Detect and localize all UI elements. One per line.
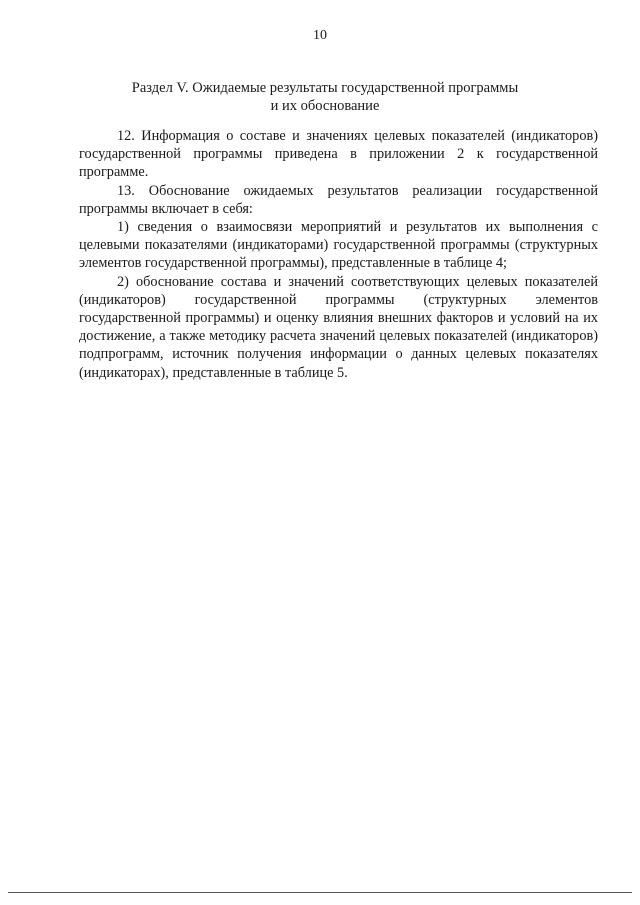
section-title-line-1: Раздел V. Ожидаемые результаты государственной программы [131, 80, 519, 96]
section-title-line-2: и их обоснование [270, 98, 380, 114]
bottom-scan-line [8, 892, 632, 893]
paragraph-13: 13. Обоснование ожидаемых результатов реализации государственной программы включает в себя: [79, 182, 598, 217]
section-heading [80, 79, 570, 115]
paragraph-13-item-1: 1) сведения о взаимосвязи мероприятий и результатов их выполнения с целевыми показателями (индикаторами) государственной программы (структурных элементов государственной программы), представленные в таблице 4; [79, 219, 598, 272]
body-text [79, 127, 598, 382]
paragraph-12: 12. Информация о составе и значениях целевых показателей (индикаторов) государственной программы приведена в приложении 2 к государственной программе. [79, 128, 598, 181]
page-number: 10 [313, 28, 327, 43]
paragraph-13-item-2: 2) обоснование состава и значений соответствующих целевых показателей (индикаторов) государственной программы (структурных элементов государственной программы) и оценку влияния внешних факторов и условий на их достижение, а также методику расчета значений целевых показателей (индикаторов) подпрограмм, источник получения информации о данных целевых показателях (индикаторах), представленные в таблице 5. [79, 273, 598, 381]
